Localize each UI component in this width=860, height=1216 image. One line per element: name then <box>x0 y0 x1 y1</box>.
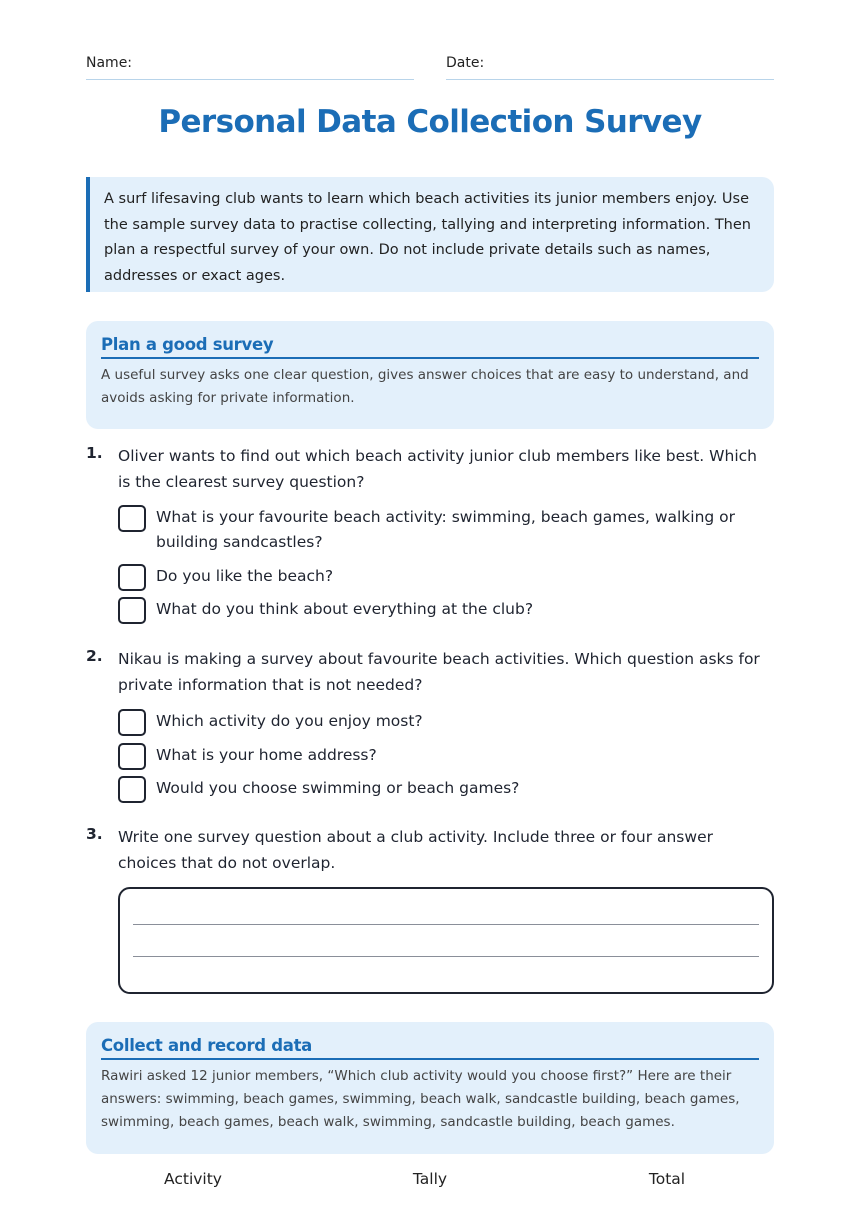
intro-callout: A surf lifesaving club wants to learn which beach activities its junior members enjoy. Use the sample survey data to practise collecting, tallying and interpreting information. Then plan a respectful survey of your own. Do not include private details such as names, addresses or exact ages. <box>86 177 774 292</box>
option-text: Do you like the beach? <box>156 567 334 585</box>
checkbox[interactable] <box>118 564 146 591</box>
question-3 <box>86 825 776 880</box>
header-fields <box>86 54 774 80</box>
name-field[interactable] <box>86 54 414 80</box>
question-2 <box>86 647 776 807</box>
question-number: 1. <box>86 444 103 462</box>
question-stem: Write one survey question about a club activity. Include three or four answer choices that do not overlap. <box>118 828 713 872</box>
table-header-total: Total <box>648 1170 686 1188</box>
checkbox[interactable] <box>118 743 146 770</box>
option-text: What is your home address? <box>156 746 377 764</box>
question-number: 3. <box>86 825 103 843</box>
date-field[interactable] <box>446 54 774 80</box>
collect-panel <box>86 1022 774 1154</box>
page-title: Personal Data Collection Survey <box>158 104 702 140</box>
plan-heading: Plan a good survey <box>101 335 759 359</box>
question-number: 2. <box>86 647 103 665</box>
collect-heading: Collect and record data <box>101 1036 759 1060</box>
collect-text: Rawiri asked 12 junior members, “Which club activity would you choose first?” Here are their answers: swimming, beach games, swimming, beach walk, sandcastle building, beach games, swimming, beach games, beach walk, swimming, sandcastle building, beach games. <box>101 1068 740 1130</box>
question-stem: Nikau is making a survey about favourite beach activities. Which question asks for private information that is not needed? <box>118 650 760 694</box>
option-text: What do you think about everything at the club? <box>156 600 534 618</box>
checkbox[interactable] <box>118 505 146 532</box>
checkbox[interactable] <box>118 709 146 736</box>
question-stem: Oliver wants to find out which beach activity junior club members like best. Which is the clearest survey question? <box>118 447 757 491</box>
plan-panel <box>86 321 774 429</box>
writing-line <box>133 956 759 957</box>
question-1 <box>86 444 776 634</box>
answer-box[interactable] <box>118 887 774 994</box>
name-label: Name: <box>86 55 133 71</box>
option-text: Which activity do you enjoy most? <box>156 712 423 730</box>
table-header-activity: Activity <box>164 1170 222 1188</box>
option-text: What is your favourite beach activity: swimming, beach games, walking or building sandcastles? <box>156 508 736 551</box>
option-text: Would you choose swimming or beach games? <box>156 779 520 797</box>
plan-text: A useful survey asks one clear question, gives answer choices that are easy to understand, and avoids asking for private information. <box>101 367 749 406</box>
checkbox[interactable] <box>118 776 146 803</box>
checkbox[interactable] <box>118 597 146 624</box>
writing-line <box>133 924 759 925</box>
date-label: Date: <box>446 55 485 71</box>
table-header-tally: Tally <box>412 1170 448 1188</box>
